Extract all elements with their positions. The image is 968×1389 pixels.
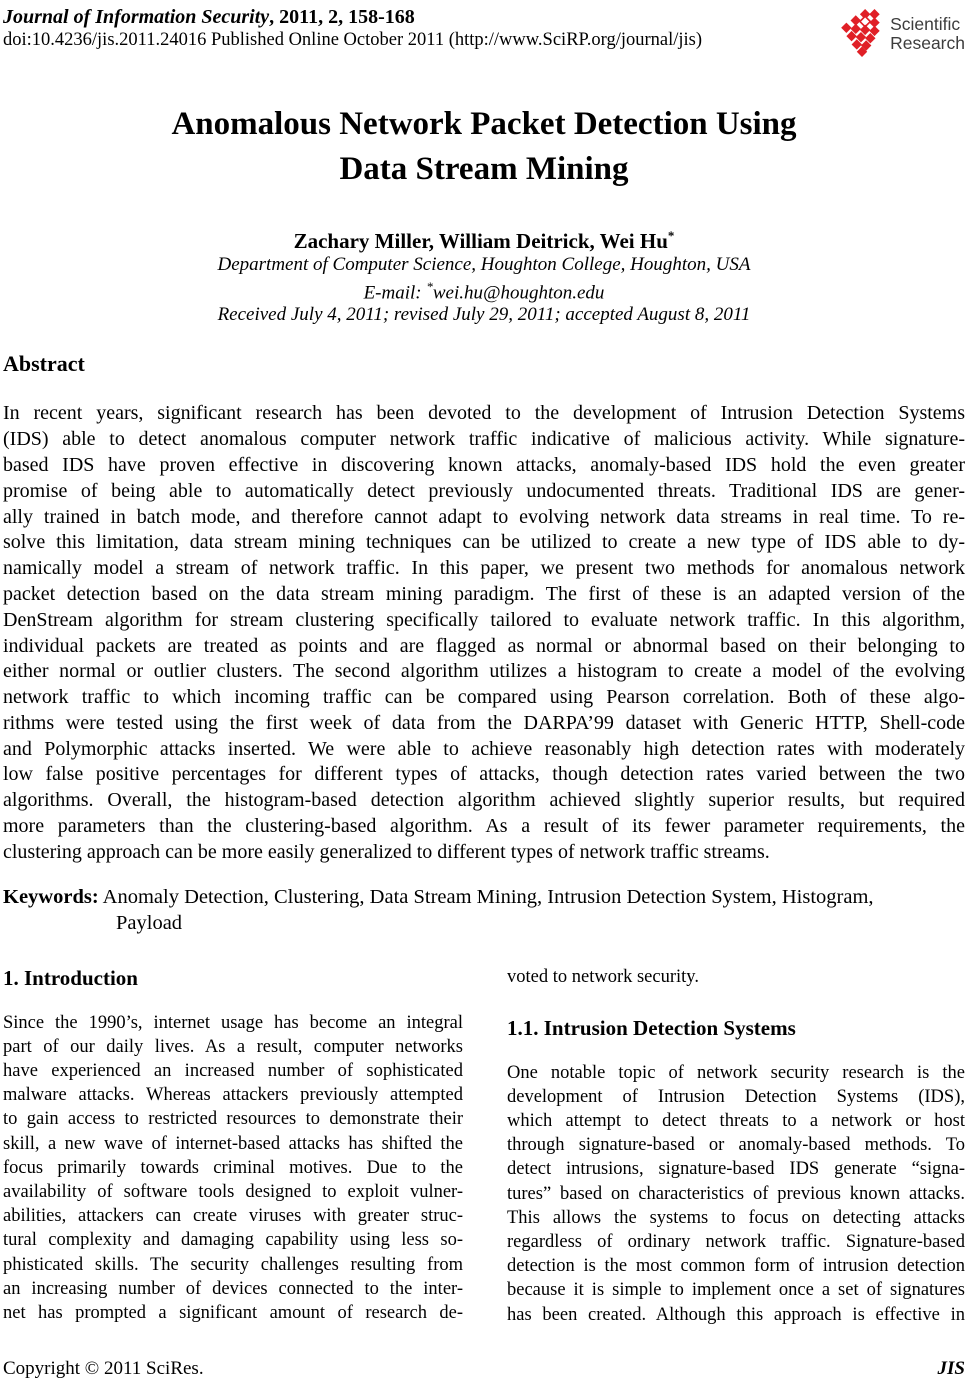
text-line: phisticated skills. The security challenges resulting from	[3, 1254, 463, 1275]
journal-citation-line	[3, 6, 702, 29]
footer-journal-abbrev: JIS	[937, 1358, 965, 1379]
text-line: and Polymorphic attacks inserted. We were able to achieve reasonably high detection rates with moderately	[3, 737, 965, 760]
text-line: skill, a new wave of internet-based attacks has shifted the	[3, 1133, 463, 1154]
author-block	[3, 223, 965, 326]
text-line: availability of software tools designed to exploit vulner-	[3, 1181, 463, 1202]
email-asterisk: *	[426, 279, 433, 294]
paper-title	[3, 102, 965, 192]
text-line: has been created. Although this approach is effective in	[507, 1304, 965, 1325]
journal-name: Journal of Information Security	[3, 6, 270, 28]
text-line: net has prompted a significant amount of research de-	[3, 1302, 463, 1323]
text-line: through signature-based or anomaly-based methods. To	[507, 1135, 965, 1156]
text-line: network traffic to which incoming traffic can be compared using Pearson correlation. Both of these algo-	[3, 686, 965, 709]
section-heading-ids: 1.1. Intrusion Detection Systems	[507, 1015, 796, 1040]
text-line: clustering approach can be more easily generalized to different types of network traffic streams.	[3, 840, 770, 863]
text-line: regardless of ordinary network traffic. Signature-based	[507, 1231, 965, 1252]
diamond-cluster-icon	[837, 8, 887, 58]
received-dates-line: Received July 4, 2011; revised July 29, 2011; accepted August 8, 2011	[217, 304, 751, 326]
text-line: tural complexity and damaging capability using less so-	[3, 1230, 463, 1251]
text-line: an increasing number of devices connected to the inter-	[3, 1278, 463, 1299]
text-line: tures” based on characteristics of previous known attacks.	[507, 1183, 965, 1204]
text-line: rithms were tested using the first week of data from the DARPA’99 dataset with Generic HTTP, Shell-code	[3, 711, 965, 734]
text-line: One notable topic of network security research is the	[507, 1062, 965, 1083]
journal-meta	[3, 6, 702, 52]
body-columns	[3, 965, 965, 1329]
affiliation-line: Department of Computer Science, Houghton College, Houghton, USA	[217, 254, 751, 275]
paper-title-line2: Data Stream Mining	[339, 151, 629, 187]
paper-title-line1: Anomalous Network Packet Detection Using	[171, 106, 797, 142]
text-line: low false positive percentages for different types of attacks, though detection rates varied between the two	[3, 763, 965, 786]
text-line: (IDS) able to detect anomalous computer network traffic indicative of malicious activity. While signature-	[3, 428, 965, 451]
text-line: algorithms. Overall, the histogram-based detection algorithm achieved slightly superior results, but required	[3, 789, 965, 812]
text-line: abilities, attackers can create viruses with greater struc-	[3, 1206, 463, 1227]
keywords-line1	[3, 884, 965, 910]
logo-text-line1: Scientific	[890, 14, 961, 34]
keywords-label: Keywords:	[3, 885, 99, 908]
ids-paragraph	[507, 1063, 965, 1329]
left-column	[3, 965, 463, 1329]
text-line: promise of being able to automatically detect previously undocumented threats. Traditional IDS are gener-	[3, 479, 965, 502]
email-line	[3, 276, 965, 304]
text-line: ally trained in batch mode, and therefore cannot adapt to evolving network data streams in real time. To re-	[3, 505, 965, 528]
author-asterisk: *	[667, 228, 675, 243]
keywords-line2: Payload	[116, 911, 183, 934]
journal-issue-pages: , 2011, 2, 158-168	[269, 6, 415, 28]
text-line: detection is the most common form of intrusion detection	[507, 1256, 965, 1277]
author-names	[3, 223, 965, 254]
abstract-heading: Abstract	[3, 351, 85, 377]
text-line: Since the 1990’s, internet usage has become an integral	[3, 1012, 463, 1033]
text-line: which attempt to detect threats to a network or host	[507, 1111, 965, 1132]
section-heading-introduction: 1. Introduction	[3, 965, 138, 990]
text-line: detect intrusions, signature-based IDS generate “signa-	[507, 1159, 965, 1180]
continuation-line: voted to network security.	[507, 966, 699, 987]
page-header	[3, 6, 965, 58]
text-line: individual packets are treated as points and are flagged as normal or abnormal based on their belonging to	[3, 634, 965, 657]
doi-line: doi:10.4236/jis.2011.24016 Published Online October 2011 (http://www.SciRP.org/journal/jis)	[3, 30, 703, 50]
email-label: E-mail:	[363, 282, 427, 304]
abstract-paragraph	[3, 402, 965, 866]
text-line: more parameters than the clustering-based algorithm. As a result of its fewer parameter requirements, the	[3, 815, 965, 838]
text-line: DenStream algorithm for stream clustering specifically tailored to evaluate network traffic. In this algorithm,	[3, 608, 965, 631]
text-line: to gain access to restricted resources to demonstrate their	[3, 1109, 463, 1130]
logo-text-line2: Research	[890, 33, 965, 53]
logo-text	[890, 15, 965, 53]
text-line: This allows the systems to focus on detecting attacks	[507, 1207, 965, 1228]
text-line: either normal or outlier clusters. The second algorithm utilizes a histogram to create a model of the evolving	[3, 660, 965, 683]
introduction-paragraph	[3, 1013, 463, 1327]
scientific-research-logo	[837, 8, 965, 58]
footer-copyright: Copyright © 2011 SciRes.	[3, 1358, 204, 1379]
keywords-block	[3, 884, 965, 936]
page-footer	[3, 1358, 965, 1380]
text-line: In recent years, significant research has been devoted to the development of Intrusion Detection Systems	[3, 402, 965, 425]
text-line: have experienced an increased number of sophisticated	[3, 1061, 463, 1082]
text-line: based IDS have proven effective in discovering known attacks, anomaly-based IDS hold the even greater	[3, 453, 965, 476]
author-names-text: Zachary Miller, William Deitrick, Wei Hu	[293, 229, 668, 253]
keywords-list: Anomaly Detection, Clustering, Data Stream Mining, Intrusion Detection System, Histogram,	[98, 885, 874, 908]
right-column	[507, 965, 965, 1329]
text-line: development of Intrusion Detection Systems (IDS),	[507, 1086, 965, 1107]
text-line: malware attacks. Whereas attackers previously attempted	[3, 1085, 463, 1106]
text-line: packet detection based on the data stream mining paradigm. The first of these is an adapted version of the	[3, 582, 965, 605]
text-line: because it is simple to implement once a set of signatures	[507, 1280, 965, 1301]
text-line: part of our daily lives. As a result, computer networks	[3, 1036, 463, 1057]
text-line: solve this limitation, data stream mining techniques can be utilized to create a new type of IDS able to dy-	[3, 531, 965, 554]
text-line: focus primarily towards criminal motives. Due to the	[3, 1157, 463, 1178]
text-line: namically model a stream of network traffic. In this paper, we present two methods for anomalous network	[3, 557, 965, 580]
email-address: wei.hu@houghton.edu	[432, 282, 605, 304]
